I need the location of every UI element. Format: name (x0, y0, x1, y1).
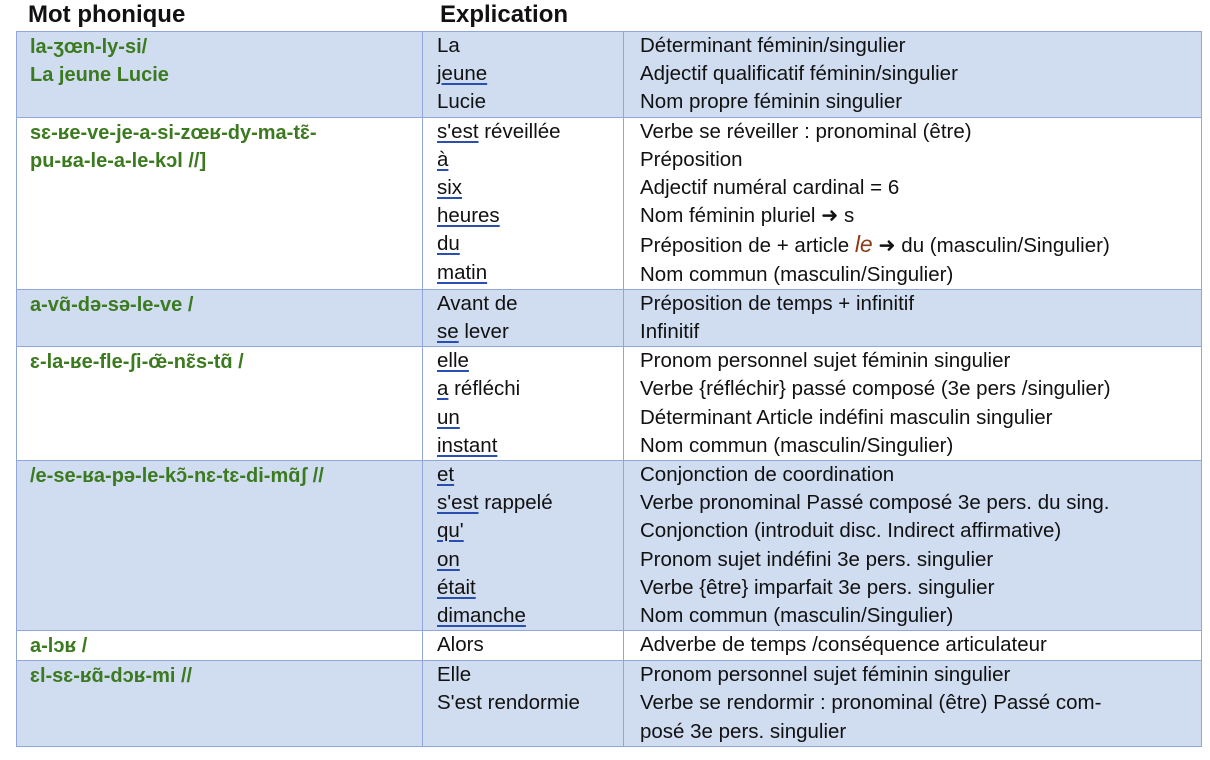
word-line: était (437, 575, 476, 599)
explication-line: posé 3e pers. singulier (640, 719, 847, 743)
table-row (17, 661, 1202, 747)
word-line: S'est rendormie (437, 691, 580, 715)
phonetic-line: sɛ-ʁe-ve-je-a-si-zœʁ-dy-ma-tɛ̃- (30, 121, 317, 144)
explication-line: Verbe {être} imparfait 3e pers. singulier (640, 575, 995, 599)
explication-line: Nom propre féminin singulier (640, 90, 903, 114)
explication-line: Nom commun (masculin/Singulier) (640, 433, 954, 457)
header-explication: Explication (440, 1, 569, 28)
word-line: Avant de (437, 291, 518, 315)
word-line: s'est rappelé (437, 491, 553, 515)
words-cell (423, 347, 624, 461)
phonetic-line: La jeune Lucie (30, 64, 169, 86)
explication-line: Adverbe de temps /conséquence articulateur (640, 633, 1047, 657)
explication-line: Préposition de + article le ➜ du (masculin/Singulier) (640, 231, 1110, 258)
phonetic-line: /e-se-ʁa-pə-le-kɔ̃-nɛ-tɛ-di-mɑ̃ʃ // (30, 465, 324, 488)
phonetic-cell (17, 631, 423, 661)
word-line: La (437, 34, 460, 57)
explication-line: Déterminant Article indéfini masculin singulier (640, 405, 1053, 429)
word-line: six (437, 176, 463, 200)
explication-line: Déterminant féminin/singulier (640, 34, 906, 57)
phonetic-line: pu-ʁa-le-a-le-kɔl //] (30, 149, 207, 172)
word-line: matin (437, 260, 488, 284)
word-line: jeune (437, 62, 488, 86)
phonetic-line: a-lɔʁ / (30, 635, 88, 658)
word-line: a réfléchi (437, 377, 521, 401)
explication-line: Infinitif (640, 320, 700, 344)
phonetic-cell (17, 32, 423, 118)
explication-line: Préposition de temps + infinitif (640, 291, 915, 315)
word-line: se lever (437, 320, 509, 344)
word-line: heures (437, 204, 500, 228)
phonetic-line: ɛl-sɛ-ʁɑ̃-dɔʁ-mi // (30, 665, 193, 688)
explication-line: Verbe {réfléchir} passé composé (3e pers /singulier) (640, 377, 1111, 401)
phonetic-line: ɛ-la-ʁe-fle-ʃi-œ̃-nɛ̃s-tɑ̃ / (30, 351, 244, 374)
phonetic-cell (17, 661, 423, 747)
word-line: Elle (437, 663, 472, 687)
explication-cell (624, 661, 1202, 747)
word-line: elle (437, 349, 469, 373)
word-line: à (437, 147, 449, 171)
phonetic-cell (17, 117, 423, 289)
word-line: du (437, 232, 460, 256)
word-line: Lucie (437, 90, 487, 114)
word-line: dimanche (437, 604, 526, 628)
table-row (17, 631, 1202, 661)
explication-line: Pronom sujet indéfini 3e pers. singulier (640, 547, 994, 571)
table-row (17, 461, 1202, 631)
table-row (17, 117, 1202, 289)
explication-cell (624, 631, 1202, 661)
explication-line: Adjectif qualificatif féminin/singulier (640, 62, 958, 86)
word-line: qu' (437, 519, 464, 543)
header-mot-phonique: Mot phonique (28, 1, 186, 28)
word-line: on (437, 547, 460, 571)
word-line: instant (437, 433, 498, 457)
explication-line: Verbe se réveiller : pronominal (être) (640, 119, 972, 143)
explication-cell (624, 461, 1202, 631)
explication-line: Nom commun (masculin/Singulier) (640, 604, 954, 628)
words-cell (423, 32, 624, 118)
phonetic-cell (17, 461, 423, 631)
word-line: Alors (437, 633, 484, 657)
words-cell (423, 661, 624, 747)
explication-line: Verbe se rendormir : pronominal (être) Passé com- (640, 691, 1102, 715)
explication-line: Nom commun (masculin/Singulier) (640, 262, 954, 286)
words-cell (423, 631, 624, 661)
word-line: et (437, 463, 455, 487)
explication-line: Conjonction de coordination (640, 463, 895, 487)
explication-line: Adjectif numéral cardinal = 6 (640, 176, 900, 200)
explication-line: Préposition (640, 147, 743, 171)
explication-line: Pronom personnel sujet féminin singulier (640, 663, 1011, 687)
explication-line: Nom féminin pluriel ➜ s (640, 204, 855, 228)
word-line: s'est réveillée (437, 119, 561, 143)
phonetic-cell (17, 289, 423, 346)
analysis-table (16, 31, 1202, 747)
explication-line: Verbe pronominal Passé composé 3e pers. du sing. (640, 491, 1110, 515)
table-row (17, 347, 1202, 461)
word-line: un (437, 405, 460, 429)
phonetic-line: la-ʒœn-ly-si/ (30, 36, 148, 58)
table-row (17, 289, 1202, 346)
article-le-highlight: le (854, 231, 873, 258)
explication-cell (624, 347, 1202, 461)
words-cell (423, 117, 624, 289)
explication-cell (624, 289, 1202, 346)
explication-line: Conjonction (introduit disc. Indirect affirmative) (640, 519, 1062, 543)
phonetic-line: a-vɑ̃-də-sə-le-ve / (30, 293, 194, 316)
explication-cell (624, 117, 1202, 289)
words-cell (423, 289, 624, 346)
table-row (17, 32, 1202, 118)
phonetic-cell (17, 347, 423, 461)
words-cell (423, 461, 624, 631)
explication-cell (624, 32, 1202, 118)
explication-line: Pronom personnel sujet féminin singulier (640, 349, 1011, 373)
